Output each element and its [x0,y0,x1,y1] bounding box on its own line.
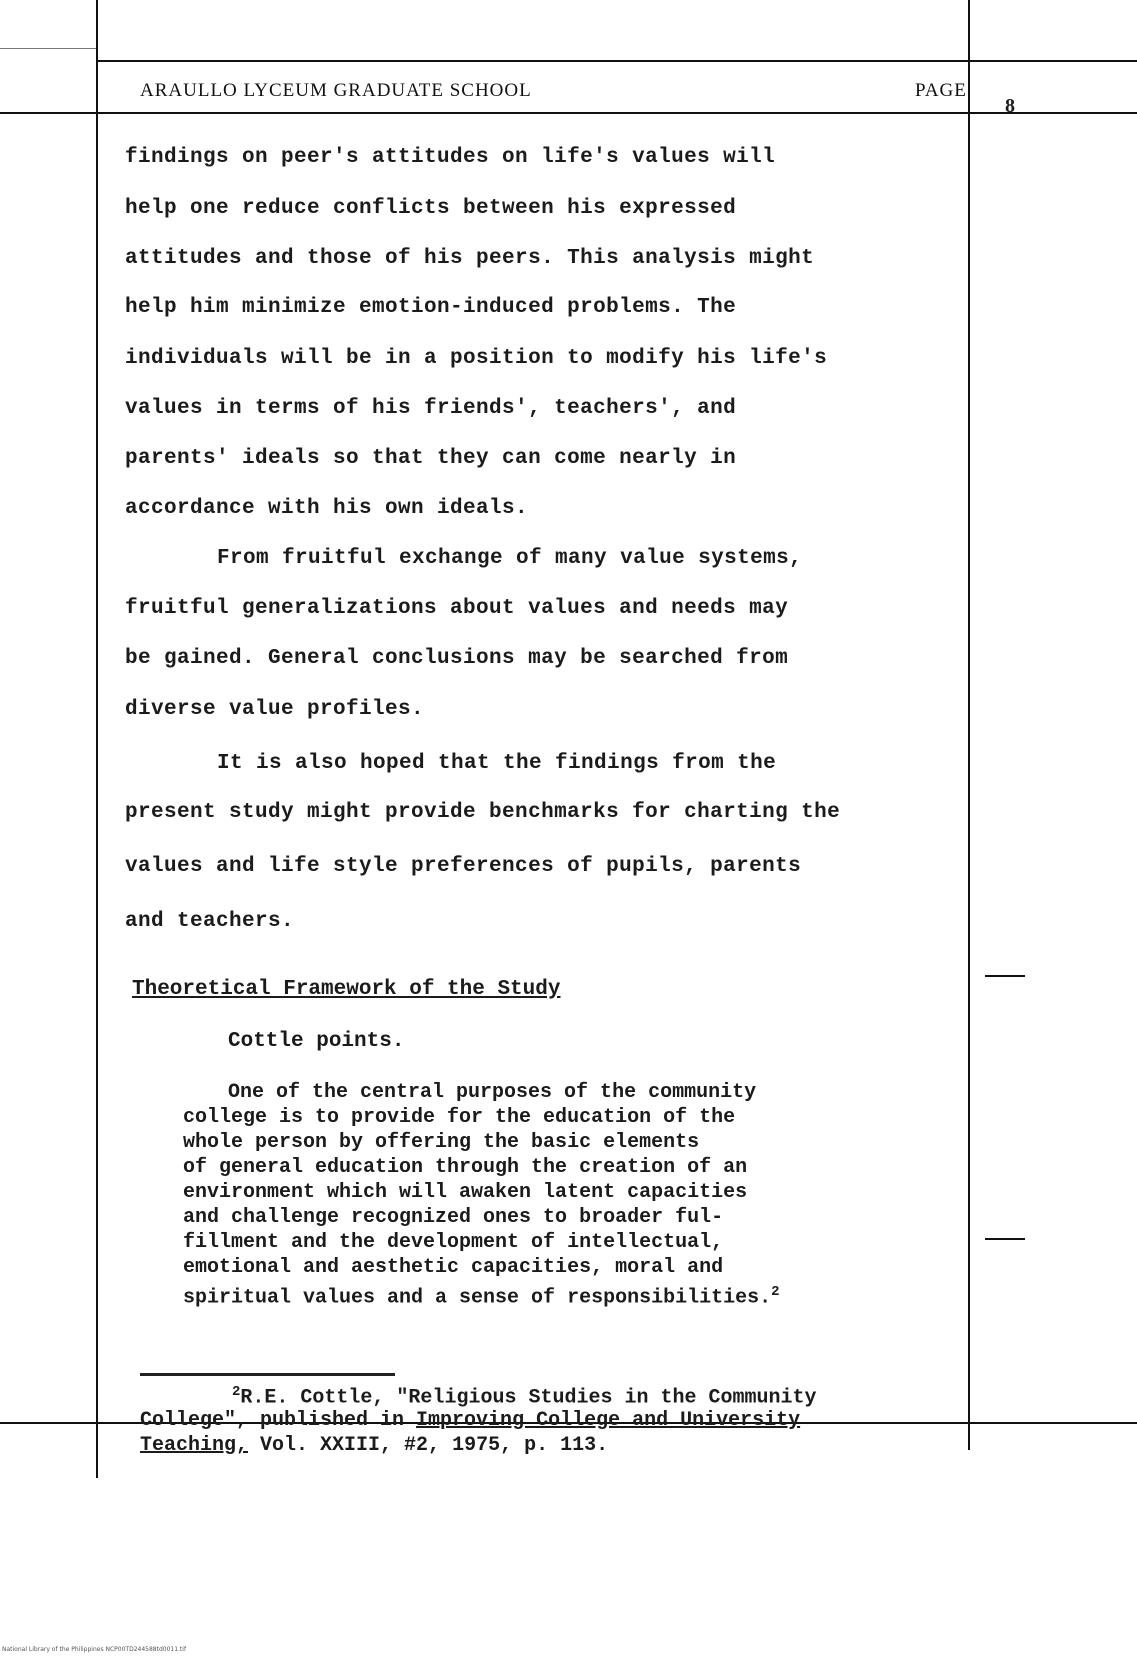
quote-line: college is to provide for the education of the [183,1106,736,1129]
left-stub-rule [0,48,96,49]
quote-line [183,1280,780,1311]
header-bottom-rule [0,112,1137,114]
text-line: fruitful generalizations about values and needs may [125,597,789,620]
quote-intro: Cottle points. [228,1030,405,1053]
section-heading: Theoretical Framework of the Study [132,978,561,1001]
quote-line: One of the central purposes of the community [228,1081,757,1104]
right-margin-rule [968,0,970,1450]
text-line: and teachers. [125,910,295,933]
text-line: From fruitful exchange of many value systems, [217,547,803,570]
text-line: parents' ideals so that they can come nearly in [125,447,737,470]
text-line: It is also hoped that the findings from the [217,752,777,775]
footnote-publication-title: Teaching, [140,1434,249,1457]
footnote-line [140,1434,608,1457]
footnote-line [232,1384,817,1410]
quote-line-text: spiritual values and a sense of responsibilities. [183,1286,772,1310]
page-number: 8 [1005,95,1015,117]
footnote-publication-title: Improving College and University [416,1409,801,1432]
footnote-text: R.E. Cottle, "Religious Studies in the Community [240,1386,817,1410]
header-top-rule [96,60,1137,62]
footnote-line [140,1409,800,1432]
quote-line: whole person by offering the basic elements [183,1131,700,1154]
footnote-reference: 2 [771,1284,780,1300]
text-line: attitudes and those of his peers. This analysis might [125,247,815,270]
quote-line: of general education through the creation of an [183,1156,748,1179]
quote-line: and challenge recognized ones to broader ful- [183,1206,724,1229]
quote-line: fillment and the development of intellectual, [183,1231,724,1254]
footnote-text: Vol. XXIII, #2, 1975, p. 113. [248,1434,609,1457]
school-name: ARAULLO LYCEUM GRADUATE SCHOOL [140,80,532,101]
footnote-text: College", published in [140,1409,417,1432]
page-label: PAGE [915,80,967,101]
quote-line: environment which will awaken latent capacities [183,1181,748,1204]
text-line: accordance with his own ideals. [125,497,529,520]
footnote-mark: 2 [232,1384,241,1400]
left-margin-rule [96,0,98,1478]
text-line: diverse value profiles. [125,698,425,721]
text-line: findings on peer's attitudes on life's values will [125,146,776,169]
quote-line: emotional and aesthetic capacities, moral and [183,1256,724,1279]
margin-tick-1 [985,975,1025,977]
text-line: help him minimize emotion-induced problems. The [125,296,737,319]
text-line: present study might provide benchmarks for charting the [125,801,841,824]
text-line: individuals will be in a position to modify his life's [125,347,828,370]
text-line: values in terms of his friends', teachers', and [125,397,737,420]
scan-caption: National Library of the Philippines NCP00TD244588td0011.tif [2,1646,187,1653]
text-line: be gained. General conclusions may be searched from [125,647,789,670]
text-line: values and life style preferences of pupils, parents [125,855,802,878]
margin-tick-2 [985,1238,1025,1240]
text-line: help one reduce conflicts between his expressed [125,197,737,220]
footnote-separator [140,1373,395,1376]
